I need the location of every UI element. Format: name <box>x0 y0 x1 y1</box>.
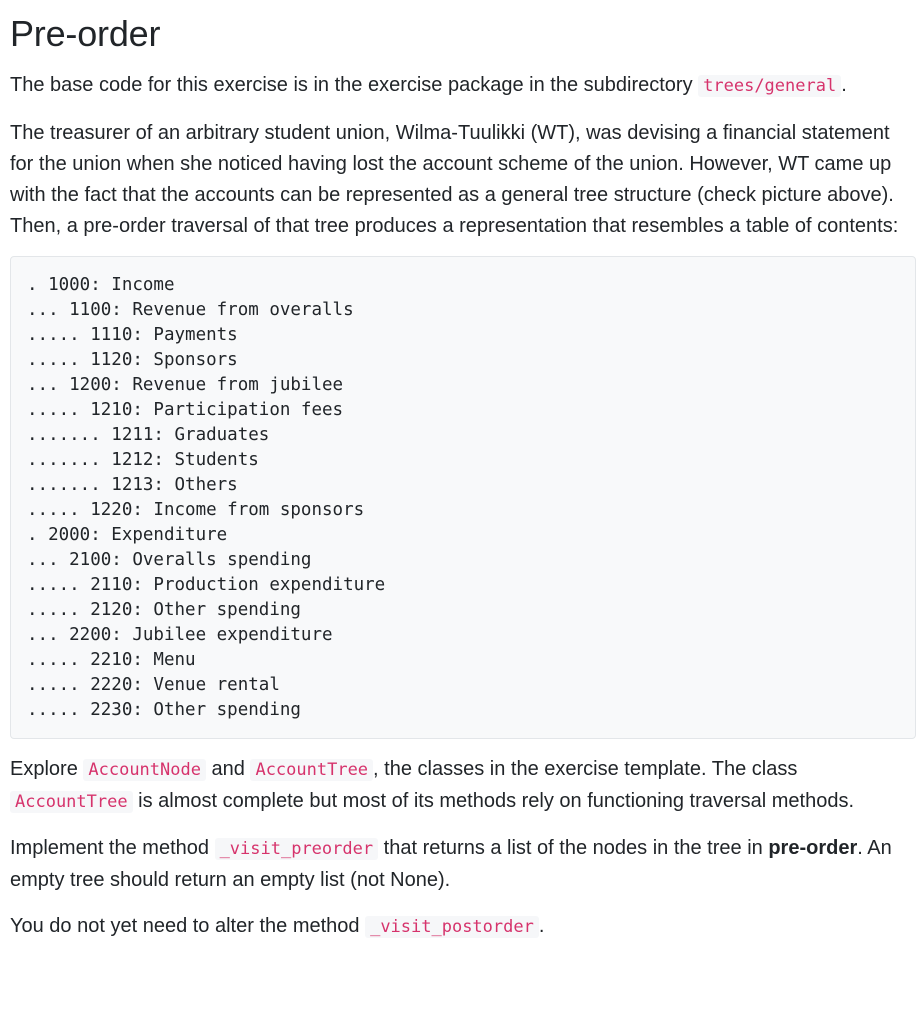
account-tree-code-2: AccountTree <box>10 791 133 813</box>
postorder-text-1: You do not yet need to alter the method <box>10 915 366 937</box>
preorder-code-block <box>10 256 916 739</box>
code-line: ..... 2210: Menu <box>27 650 196 670</box>
code-lines <box>27 273 915 723</box>
code-line: ... 1100: Revenue from overalls <box>27 300 354 320</box>
intro-paragraph <box>10 70 910 102</box>
code-line: ..... 2230: Other spending <box>27 700 301 720</box>
explore-paragraph <box>10 754 910 818</box>
implement-text-2: that returns a list of the nodes in the tree in <box>378 837 769 859</box>
code-line: ..... 1210: Participation fees <box>27 400 344 420</box>
code-line: ... 1200: Revenue from jubilee <box>27 375 344 395</box>
code-line: ..... 2220: Venue rental <box>27 675 280 695</box>
explore-text-4: is almost complete but most of its methods rely on functioning traversal methods. <box>132 790 855 812</box>
intro-text: The base code for this exercise is in the exercise package in the subdirectory <box>10 74 699 96</box>
account-tree-code: AccountTree <box>250 759 373 781</box>
pre-order-bold: pre-order <box>768 837 858 859</box>
code-line: ..... 1120: Sponsors <box>27 350 238 370</box>
implement-text-1: Implement the method <box>10 837 215 859</box>
code-line: . 2000: Expenditure <box>27 525 228 545</box>
explore-text-1: Explore <box>10 758 84 780</box>
explore-text-3: , the classes in the exercise template. The class <box>373 758 798 780</box>
code-line: ....... 1212: Students <box>27 450 259 470</box>
code-line: ..... 2120: Other spending <box>27 600 301 620</box>
code-line: ....... 1211: Graduates <box>27 425 270 445</box>
account-node-code: AccountNode <box>83 759 206 781</box>
story-paragraph: The treasurer of an arbitrary student union, Wilma-Tuulikki (WT), was devising a financial statement for the union when she noticed having lost the account scheme of the union. However, WT came up with the fact that the accounts can be represented as a general tree structure (check picture above). Then, a pre-order traversal of that tree produces a representation that resembles a table of contents: <box>10 122 899 237</box>
code-line: . 1000: Income <box>27 275 175 295</box>
visit-postorder-code: _visit_postorder <box>365 916 539 938</box>
implement-text-3: . An empty tree should return an empty list (not None). <box>10 837 892 891</box>
code-line: ..... 1220: Income from sponsors <box>27 500 365 520</box>
code-line: ..... 1110: Payments <box>27 325 238 345</box>
postorder-paragraph <box>10 911 910 943</box>
code-line: ... 2200: Jubilee expenditure <box>27 625 333 645</box>
code-line: ..... 2110: Production expenditure <box>27 575 386 595</box>
code-line: ... 2100: Overalls spending <box>27 550 312 570</box>
path-code: trees/general <box>698 75 841 97</box>
explore-text-2: and <box>205 758 251 780</box>
postorder-text-2: . <box>538 915 545 937</box>
implement-paragraph <box>10 833 910 896</box>
code-line: ....... 1213: Others <box>27 475 238 495</box>
intro-period: . <box>841 74 847 96</box>
visit-preorder-code: _visit_preorder <box>215 838 379 860</box>
page-title: Pre-order <box>10 13 161 54</box>
